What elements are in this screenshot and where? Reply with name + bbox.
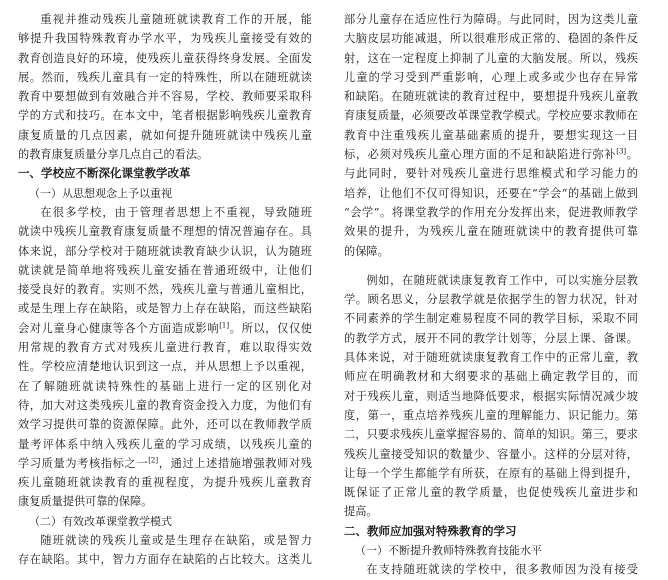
text-line: 存在缺陷。其中，智力方面存在缺陷的占比较大。这类儿 bbox=[18, 553, 312, 567]
text-line: 量考评体系中纳入残疾儿童的学习成绩，以残疾儿童的 bbox=[18, 437, 312, 451]
text-line: 既保证了正常儿童的教学质量，也促使残疾儿童进步和 bbox=[344, 486, 638, 500]
text-line: 具体来说，对于随班就读康复教育工作中的正常儿童，教 bbox=[344, 351, 638, 365]
text-line: 在很多学校，由于管理者思想上不重视，导致随班 bbox=[40, 205, 312, 219]
text-line: 效学习提供可靠的资源保障。此外，还可以在教师教学质 bbox=[18, 418, 312, 432]
right-column bbox=[344, 10, 638, 580]
text-line: 学的方式和技巧。在本文中，笔者根据影响残疾儿童教育 bbox=[18, 109, 312, 123]
text-line: 够提升我国特殊教育办学水平，为残疾儿童接受有效的 bbox=[18, 32, 312, 46]
text-line: 就读就是简单地将残疾儿童安插在普通班级中，让他们 bbox=[18, 263, 312, 277]
citation-marker: [3] bbox=[616, 147, 627, 156]
text-line: 的教学方式，展开不同的教学计划等，分层上课、备课。 bbox=[344, 331, 638, 345]
text-line: 效果的提升，为残疾儿童在随班就读中的教育提供可靠 bbox=[344, 225, 638, 239]
text-line: 在支持随班就读的学校中，很多教师因为没有接受 bbox=[366, 563, 638, 577]
text-line: 体来说，部分学校对于随班就读教育缺少认识，认为随班 bbox=[18, 244, 312, 258]
text-line: 或是生理上存在缺陷，或是智力上存在缺陷，而这些缺陷 bbox=[18, 302, 312, 316]
text-line: 让每一个学生都能学有所获，在原有的基础上得到提升， bbox=[344, 466, 638, 480]
text-line: 儿童的学习受到严重影响，心理上或多或少也存在异常 bbox=[344, 70, 638, 84]
text-line: 疾儿童随班就读教育的重视程度，为提升残疾儿童教育 bbox=[18, 476, 312, 490]
text-line: 例如，在随班就读康复教育工作中，可以实施分层教 bbox=[366, 273, 638, 287]
text-line: 二，只要求残疾儿童掌握容易的、简单的知识。第三，要求 bbox=[344, 428, 638, 442]
text-line: 展。然而，残疾儿童具有一定的特殊性，所以在随班就读 bbox=[18, 70, 312, 84]
text-line: 学习质量为考核指标之一[2]，通过上述措施增强教师对残 bbox=[18, 456, 312, 470]
section-heading: 二、教师应加强对特殊教育的学习 bbox=[344, 523, 517, 538]
text-line: 部分儿童存在适应性行为障碍。与此同时，因为这类儿童 bbox=[344, 13, 638, 26]
text-line: 残疾儿童接受知识的数量少、容量小。这样的分层对待， bbox=[344, 447, 638, 461]
subsection-heading: （一）从思想观念上予以重视 bbox=[29, 186, 172, 200]
text-line: 和缺陷。在随班就读的教育过程中，要想提升残疾儿童教 bbox=[344, 90, 638, 104]
text-line: 育康复质量，必须要改革课堂教学模式。学校应要求教师在 bbox=[344, 109, 638, 123]
text-line: 性。学校应清楚地认识到这一点，并从思想上予以重视， bbox=[18, 360, 312, 374]
subsection-heading: （二）有效改革课堂教学模式 bbox=[29, 514, 172, 528]
text-line: “会学”。将课堂教学的作用充分发挥出来，促进教师教学 bbox=[344, 205, 638, 219]
text-line: 就读中残疾儿童教育康复质量不理想的情况普遍存在。具 bbox=[18, 225, 312, 239]
text-line: 大脑皮层功能减退，所以很难形成正常的、稳固的条件反 bbox=[344, 32, 638, 46]
subsection-heading: （一）不断提升教师特殊教育技能水平 bbox=[355, 544, 542, 558]
text-line: 学。顾名思义，分层教学就是依据学生的智力状况，针对 bbox=[344, 293, 638, 307]
text-line: 会对儿童身心健康等各个方面造成影响[1]。所以，仅仅使 bbox=[18, 321, 312, 335]
text-line: 对于残疾儿童，则适当地降低要求，根据实际情况减少坡 bbox=[344, 389, 638, 403]
text-line: 的教育康复质量分享几点自己的看法。 bbox=[18, 148, 209, 162]
text-line: 接受良好的教育。实则不然，残疾儿童与普通儿童相比， bbox=[18, 283, 312, 297]
text-line: 在了解随班就读特殊性的基础上进行一定的区别化对 bbox=[18, 379, 312, 393]
left-column bbox=[18, 10, 312, 570]
text-line: 重视并推动残疾儿童随班就读教育工作的开展，能 bbox=[40, 13, 312, 26]
citation-marker: [2] bbox=[148, 456, 159, 465]
text-line: 师应在明确教材和大纲要求的基础上确定教学目的，而 bbox=[344, 370, 638, 384]
citation-marker: [1] bbox=[219, 321, 230, 330]
text-line: 教育中要想做到有效融合并不容易，学校、教师要采取科 bbox=[18, 90, 312, 104]
section-heading: 一、学校应不断深化课堂教学改革 bbox=[18, 166, 191, 181]
text-line: 射，这在一定程度上抑制了儿童的大脑发展。所以，残疾 bbox=[344, 51, 638, 65]
text-line: 待，加大对这类残疾儿童的教育资金投入力度，为他们有 bbox=[18, 398, 312, 412]
paragraph-gap bbox=[344, 261, 638, 271]
text-line: 用常规的教育方式对残疾儿童进行教育，难以取得实效 bbox=[18, 341, 312, 355]
text-line: 康复质量提供可靠的保障。 bbox=[18, 495, 153, 509]
text-line: 教育中注重残疾儿童基础素质的提升，要想实现这一目 bbox=[344, 128, 638, 142]
text-line: 提高。 bbox=[344, 505, 378, 519]
text-line: 随班就读的残疾儿童或是生理存在缺陷，或是智力 bbox=[40, 534, 312, 548]
text-line: 与此同时，要针对残疾儿童进行思维模式和学习能力的 bbox=[344, 167, 638, 181]
text-line: 标，必须对残疾儿童心理方面的不足和缺陷进行弥补[3]。 bbox=[344, 147, 638, 162]
text-line: 培养，让他们不仅可得知识，还要在“学会”的基础上做到 bbox=[344, 186, 638, 200]
text-line: 度，第一，重点培养残疾儿童的理解能力、识记能力。第 bbox=[344, 408, 638, 422]
text-line: 不同素养的学生制定难易程度不同的教学目标，采取不同 bbox=[344, 312, 638, 326]
text-line: 教育创造良好的环境，使残疾儿童获得终身发展、全面发 bbox=[18, 51, 312, 65]
text-line: 康复质量的几点因素，就如何提升随班就读中残疾儿童 bbox=[18, 128, 312, 142]
text-line: 的保障。 bbox=[344, 244, 389, 258]
